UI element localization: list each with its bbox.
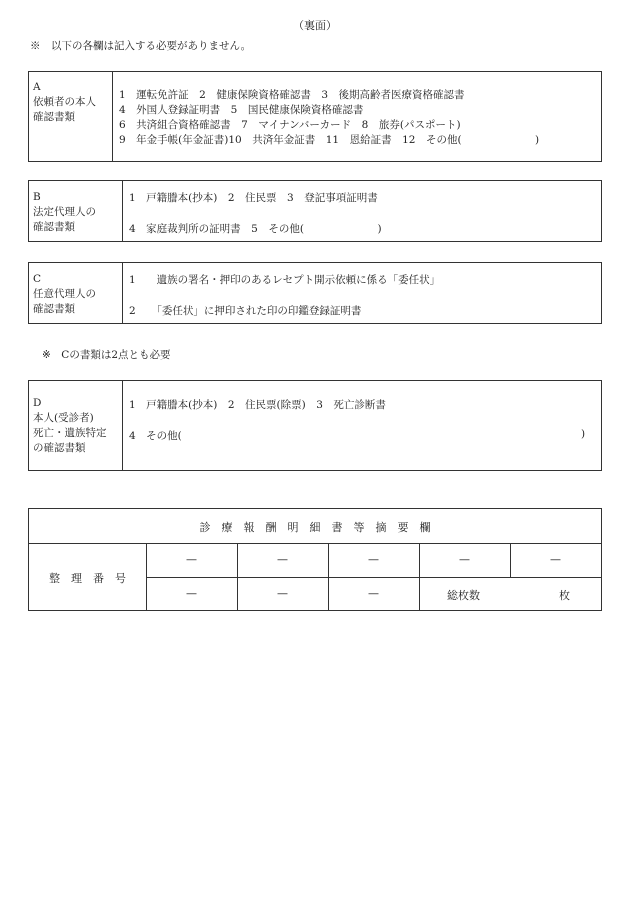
section-d-letter: D: [33, 397, 42, 409]
section-c-letter: C: [33, 273, 42, 285]
section-a-label-line1: 依頼者の本人: [33, 96, 96, 108]
section-d-row-1: 1 戸籍謄本(抄本) 2 住民票(除票) 3 死亡診断書: [129, 399, 386, 411]
dash-r2-c2: —: [277, 587, 288, 600]
section-a-row-1: 1 運転免許証 2 健康保険資格確認書 3 後期高齢者医療資格確認書: [119, 89, 465, 101]
section-d-label-line3: の確認書類: [33, 442, 86, 454]
section-a-row-4: 9 年金手帳(年金証書)10 共済年金証書 11 恩給証書 12 その他( ): [119, 134, 540, 146]
section-a-row-2: 4 外国人登録証明書 5 国民健康保険資格確認書: [119, 104, 364, 116]
c-note: ※ Cの書類は2点とも必要: [42, 349, 171, 361]
dash-r2-c3: —: [368, 587, 379, 600]
section-a-box: [28, 71, 602, 162]
section-a-row-3: 6 共済組合資格確認書 7 マイナンバーカード 8 旅券(パスポート): [119, 119, 461, 131]
section-d-label-line1: 本人(受診者): [33, 412, 94, 424]
dash-r1-c2: —: [277, 553, 288, 566]
section-b-label-line1: 法定代理人の: [33, 206, 96, 218]
section-b-row-2: 4 家庭裁判所の証明書 5 その他( ): [129, 223, 382, 235]
section-b-letter: B: [33, 191, 41, 203]
dash-r1-c1: —: [186, 553, 197, 566]
section-c-label: [29, 263, 123, 323]
section-a-label-line2: 確認書類: [33, 111, 75, 123]
top-note: ※ 以下の各欄は記入する必要がありません。: [30, 40, 252, 52]
section-c-label-line1: 任意代理人の: [33, 288, 96, 300]
section-d-close-paren: ): [581, 428, 586, 440]
section-d-label-line2: 死亡・遺族特定: [33, 427, 107, 439]
total-sheets-label: 総枚数: [447, 589, 480, 602]
dash-r2-c1: —: [186, 587, 197, 600]
section-a-label: [29, 72, 113, 161]
sheets-unit-label: 枚: [559, 589, 570, 602]
summary-row-divider: [146, 577, 601, 578]
section-a-letter: A: [33, 81, 41, 93]
dash-r1-c5: —: [550, 553, 561, 566]
section-c-box: [28, 262, 602, 324]
section-b-row-1: 1 戸籍謄本(抄本) 2 住民票 3 登記事項証明書: [129, 192, 378, 204]
section-d-row-2: 4 その他(: [129, 430, 182, 442]
section-d-label: [29, 381, 123, 470]
section-d-box: [28, 380, 602, 471]
section-b-box: [28, 180, 602, 242]
seiri-bango-label: 整 理 番 号: [49, 572, 126, 585]
dash-r1-c4: —: [459, 553, 470, 566]
dash-r1-c3: —: [368, 553, 379, 566]
section-b-label: [29, 181, 123, 241]
page-title: （裏面）: [293, 19, 337, 32]
summary-table: [28, 508, 602, 611]
summary-header-divider: [29, 543, 601, 544]
summary-table-header: 診 療 報 酬 明 細 書 等 摘 要 欄: [199, 521, 431, 534]
section-c-row-1: 1 遺族の署名・押印のあるレセプト開示依頼に係る「委任状」: [129, 274, 441, 286]
section-c-row-2: 2 「委任状」に押印された印の印鑑登録証明書: [129, 305, 362, 317]
section-c-label-line2: 確認書類: [33, 303, 75, 315]
section-b-label-line2: 確認書類: [33, 221, 75, 233]
